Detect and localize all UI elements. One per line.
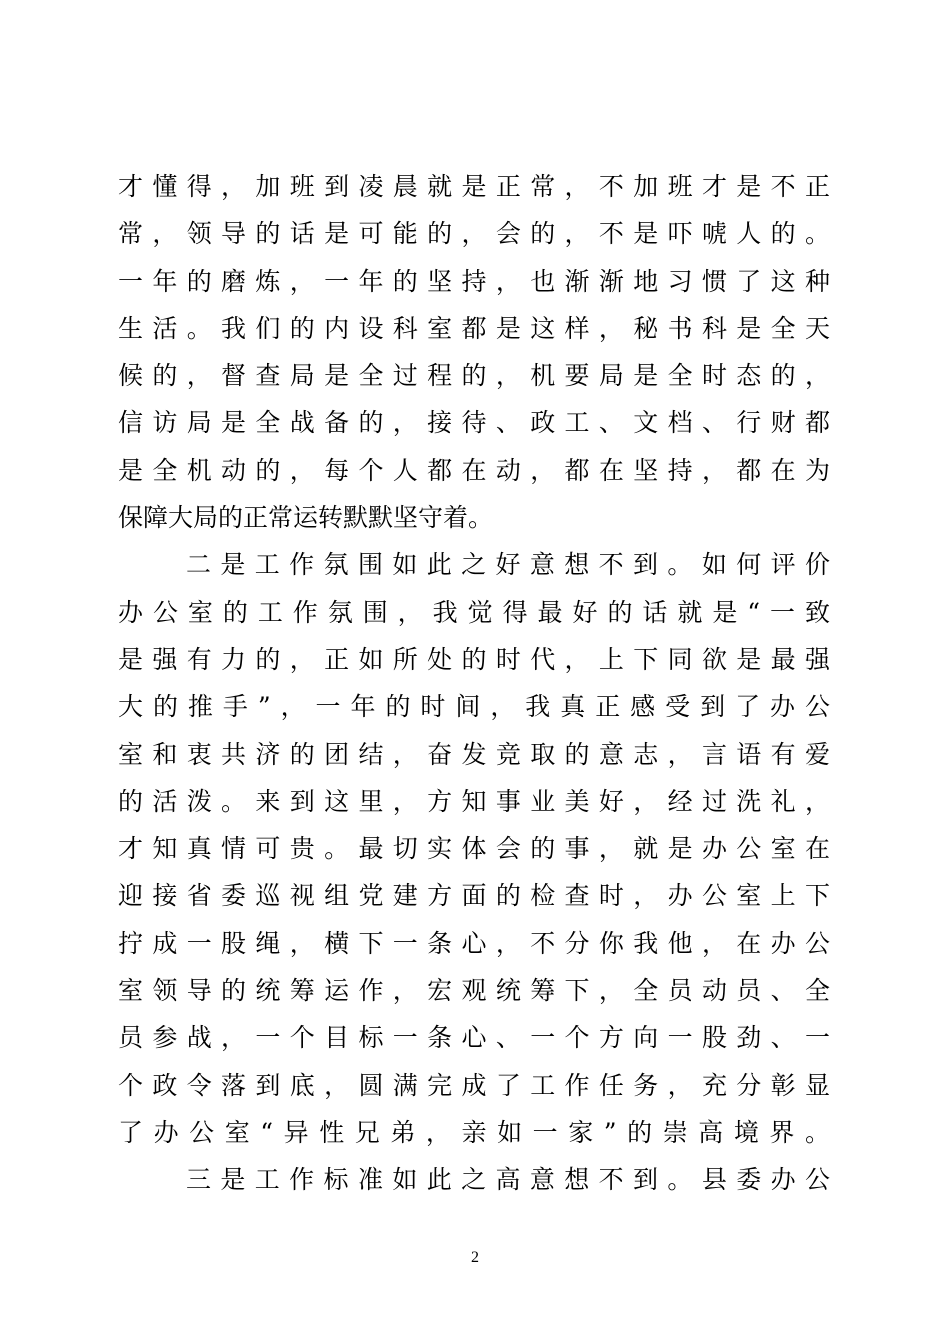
text-line: 三是工作标准如此之高意想不到。县委办公 <box>186 1165 830 1195</box>
text-line: 了办公室“异性兄弟，亲如一家”的崇高境界。 <box>118 1117 830 1147</box>
text-line: 是全机动的，每个人都在动，都在坚持，都在为 <box>118 455 830 485</box>
text-line: 拧成一股绳，横下一条心，不分你我他，在办公 <box>118 928 830 958</box>
text-line: 迎接省委巡视组党建方面的检查时，办公室上下 <box>118 881 830 911</box>
text-line: 信访局是全战备的，接待、政工、文档、行财都 <box>118 408 830 438</box>
text-line: 室领导的统筹运作，宏观统筹下，全员动员、全 <box>118 976 830 1006</box>
text-line: 个政令落到底，圆满完成了工作任务，充分彰显 <box>118 1070 830 1100</box>
text-line: 是强有力的，正如所处的时代，上下同欲是最强 <box>118 644 830 674</box>
page-number: 2 <box>471 1249 479 1266</box>
text-line: 保障大局的正常运转默默坚守着。 <box>118 503 494 533</box>
text-line: 室和衷共济的团结，奋发竞取的意志，言语有爱 <box>118 739 830 769</box>
text-line: 才懂得，加班到凌晨就是正常，不加班才是不正 <box>118 172 830 201</box>
text-line: 生活。我们的内设科室都是这样，秘书科是全天 <box>118 313 830 343</box>
text-line: 大的推手”，一年的时间，我真正感受到了办公 <box>118 692 830 722</box>
text-line: 的活泼。来到这里，方知事业美好，经过洗礼， <box>118 786 830 816</box>
text-line: 一年的磨炼，一年的坚持，也渐渐地习惯了这种 <box>118 266 830 296</box>
text-line: 才知真情可贵。最切实体会的事，就是办公室在 <box>118 834 830 864</box>
text-line: 办公室的工作氛围，我觉得最好的话就是“一致 <box>118 597 830 627</box>
text-line: 员参战，一个目标一条心、一个方向一股劲、一 <box>118 1023 830 1053</box>
text-line: 常，领导的话是可能的，会的，不是吓唬人的。 <box>118 219 830 249</box>
body-text <box>118 163 830 1204</box>
text-line: 二是工作氛围如此之好意想不到。如何评价 <box>186 550 830 580</box>
text-line: 候的，督查局是全过程的，机要局是全时态的， <box>118 361 830 391</box>
